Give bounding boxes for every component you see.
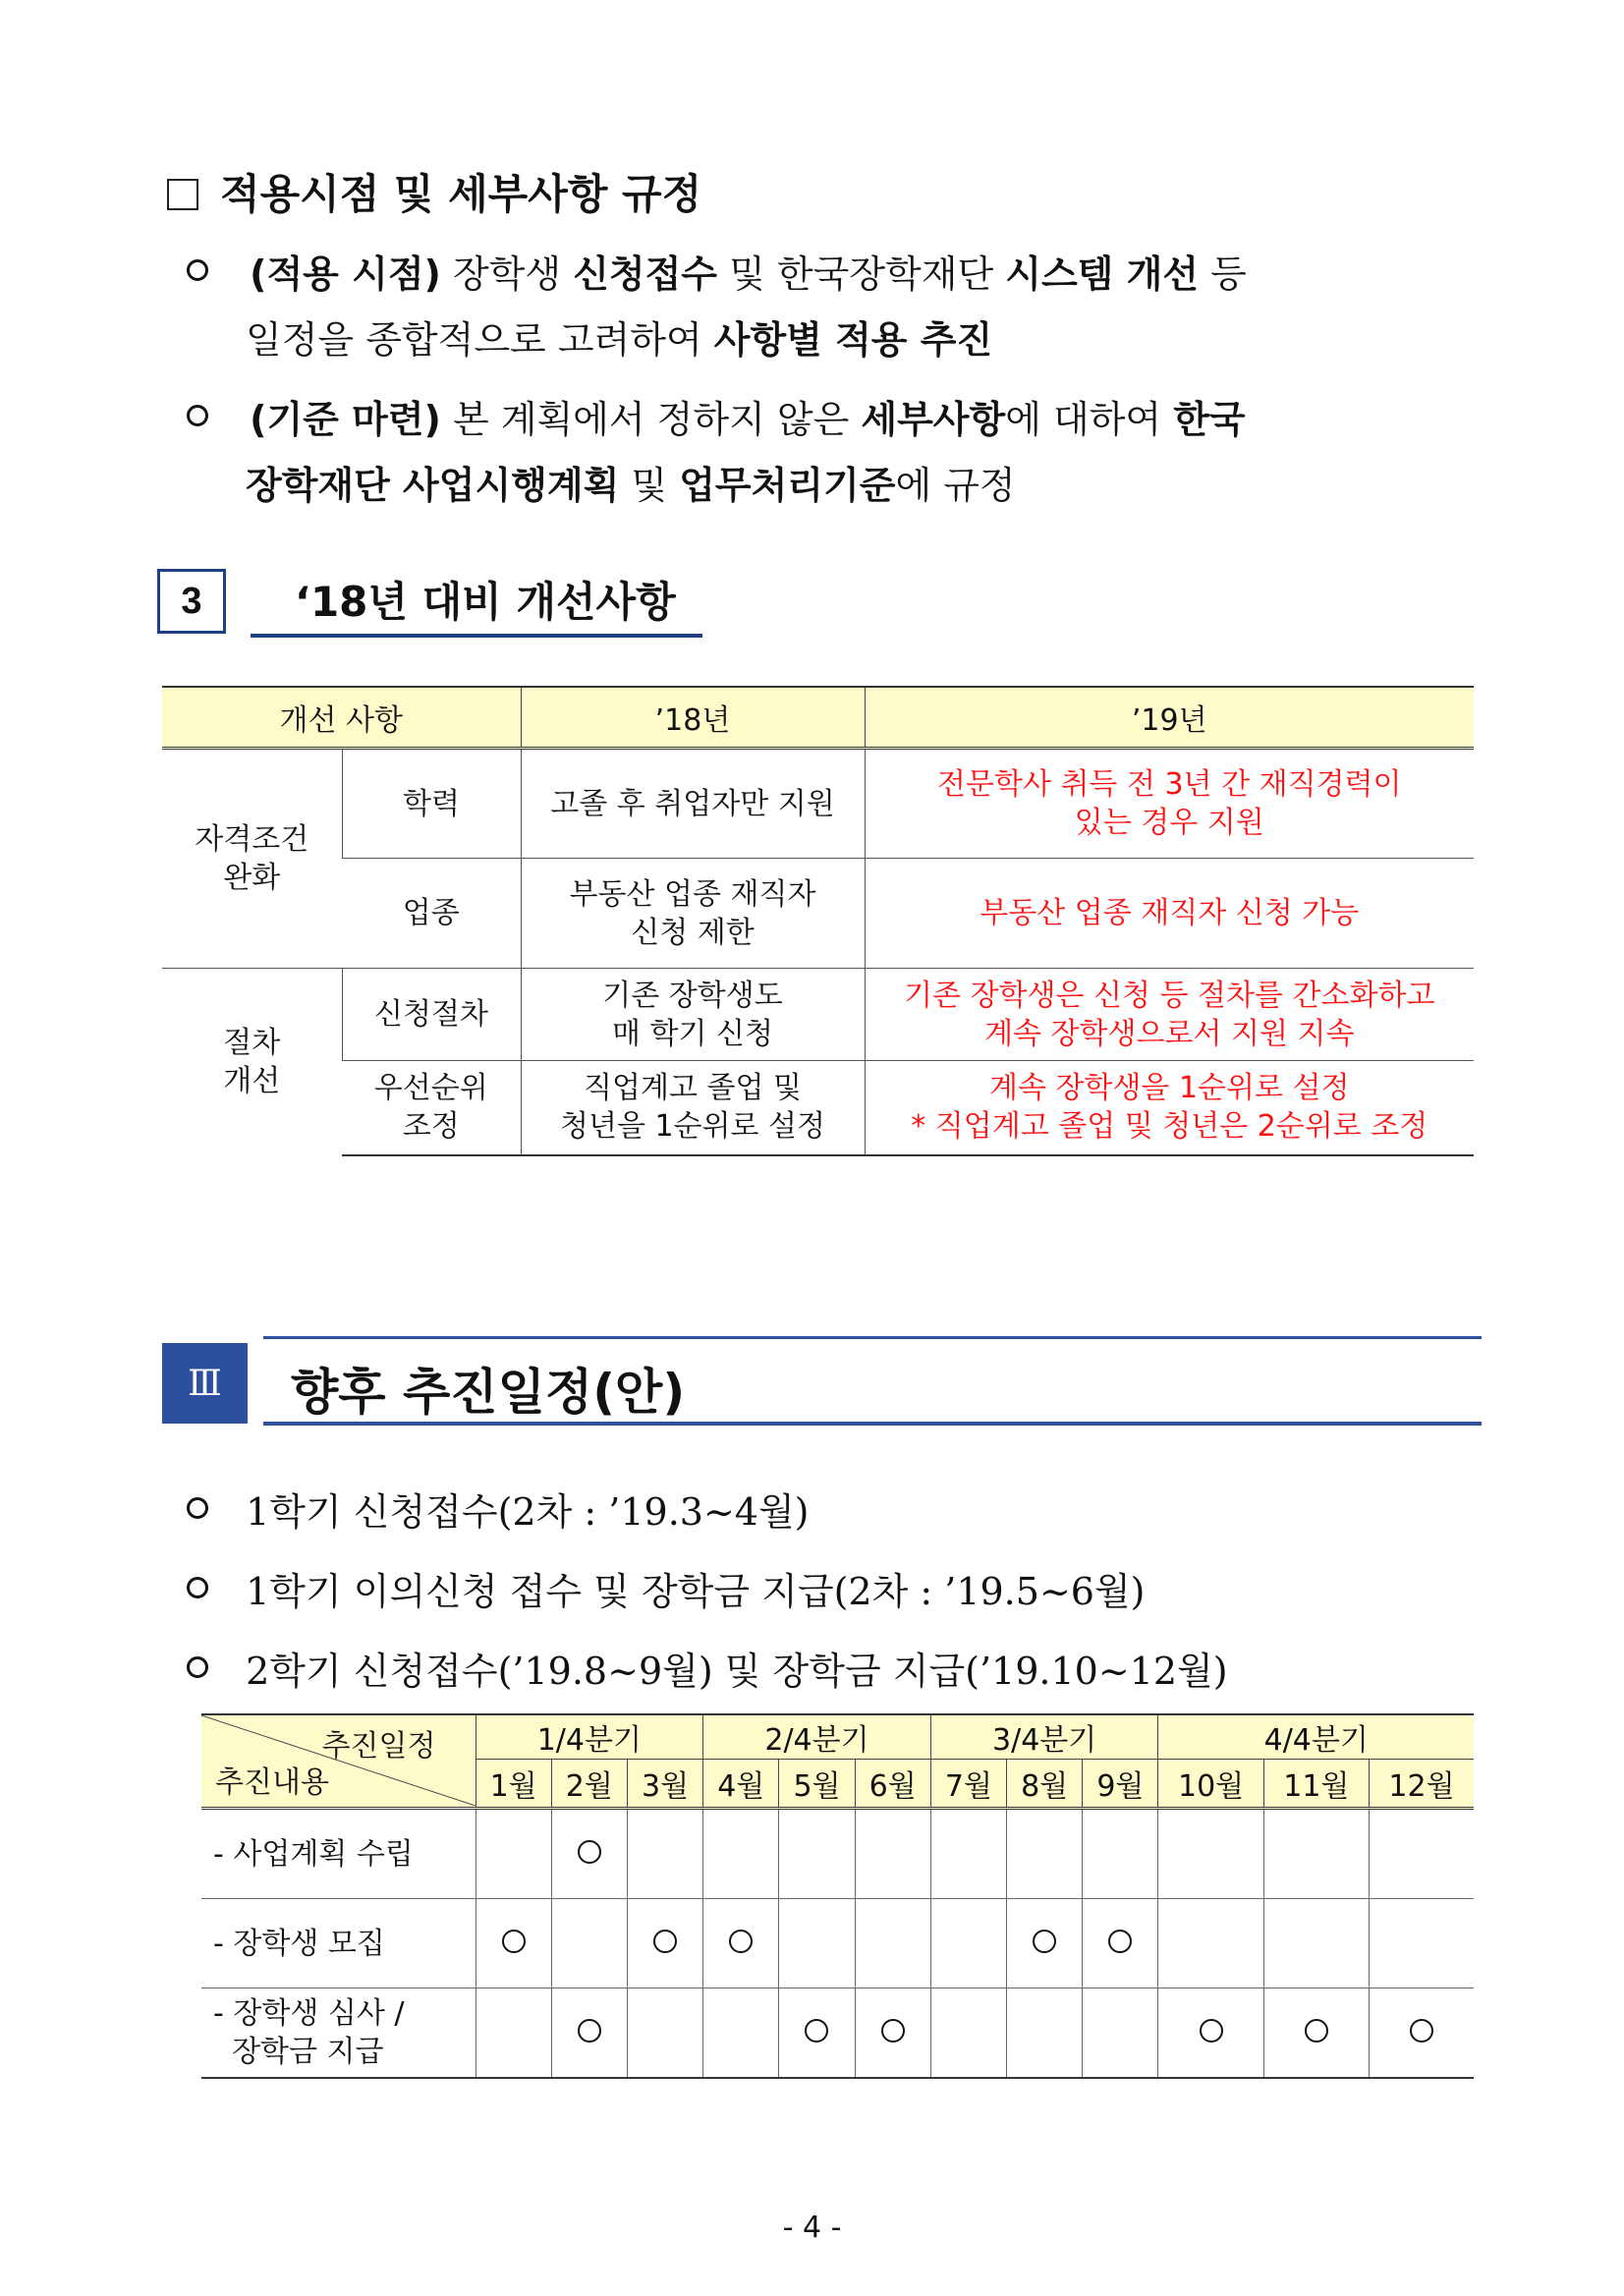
checkbox-square-icon — [167, 179, 198, 210]
page-number: - 4 - — [782, 2211, 842, 2245]
bullet-item-apply-timing: (적용 시점) 장학생 신청접수 및 한국장학재단 시스템 개선 등 — [187, 244, 1247, 298]
section-heading-improvements: ‘18년 대비 개선사항 — [295, 578, 676, 626]
heading-underline — [251, 634, 702, 638]
month-header: 9월 — [1083, 1760, 1158, 1809]
improvements-table — [162, 686, 1474, 1156]
month-header: 4월 — [703, 1760, 779, 1809]
section-title-apply: 적용시점 및 세부사항 규정 — [167, 162, 701, 221]
row-2019: 계속 장학생을 1순위로 설정 * 직업계고 졸업 및 청년은 2순위로 조정 — [865, 1061, 1474, 1155]
schedule-cell — [1263, 1809, 1369, 1899]
bullet-circle-icon — [187, 1656, 208, 1678]
bullet-item-apply-timing-cont: 일정을 종합적으로 고려하여 사항별 적용 추진 — [246, 318, 993, 362]
schedule-task: - 사업계획 수립 — [201, 1809, 476, 1899]
month-header: 7월 — [930, 1760, 1006, 1809]
schedule-table — [201, 1713, 1474, 2079]
bullet-circle-icon — [187, 405, 208, 426]
bullet-circle-icon — [187, 1577, 208, 1598]
month-header: 10월 — [1158, 1760, 1263, 1809]
month-header: 12월 — [1369, 1760, 1474, 1809]
row-item: 우선순위 조정 — [342, 1061, 521, 1155]
row-2019: 전문학사 취득 전 3년 간 재직경력이 있는 경우 지원 — [865, 749, 1474, 859]
schedule-cell — [779, 1899, 855, 1988]
row-2018: 기존 장학생도 매 학기 신청 — [521, 969, 865, 1061]
schedule-cell — [551, 1988, 627, 2079]
scheduled-circle-icon — [805, 2019, 828, 2043]
month-header: 1월 — [476, 1760, 551, 1809]
bullet-circle-icon — [187, 259, 208, 281]
scheduled-circle-icon — [1108, 1930, 1132, 1953]
schedule-cell — [1007, 1899, 1083, 1988]
schedule-cell — [1263, 1988, 1369, 2079]
month-header: 2월 — [551, 1760, 627, 1809]
row-item: 업종 — [342, 859, 521, 969]
row-2019: 기존 장학생은 신청 등 절차를 간소화하고 계속 장학생으로서 지원 지속 — [865, 969, 1474, 1061]
schedule-cell — [1083, 1809, 1158, 1899]
schedule-cell — [1007, 1809, 1083, 1899]
header-2018: ’18년 — [521, 687, 865, 749]
schedule-cell — [930, 1809, 1006, 1899]
quarter-header: 1/4분기 — [476, 1714, 703, 1760]
schedule-cell — [1158, 1809, 1263, 1899]
schedule-cell — [1083, 1988, 1158, 2079]
schedule-cell — [855, 1988, 930, 2079]
schedule-cell — [476, 1809, 551, 1899]
table-row — [162, 969, 1474, 1061]
row-2018: 고졸 후 취업자만 지원 — [521, 749, 865, 859]
quarter-header: 2/4분기 — [703, 1714, 931, 1760]
scheduled-circle-icon — [881, 2019, 905, 2043]
section-number-box: 3 — [157, 569, 226, 634]
schedule-item: 1학기 신청접수(2차 : ’19.3~4월) — [187, 1482, 810, 1536]
quarter-header: 3/4분기 — [930, 1714, 1158, 1760]
schedule-item: 2학기 신청접수(’19.8~9월) 및 장학금 지급(’19.10~12월) — [187, 1641, 1228, 1695]
schedule-cell — [551, 1809, 627, 1899]
schedule-cell — [779, 1809, 855, 1899]
row-2018: 부동산 업종 재직자 신청 제한 — [521, 859, 865, 969]
scheduled-circle-icon — [578, 2019, 601, 2043]
scheduled-circle-icon — [653, 1930, 677, 1953]
schedule-cell — [627, 1809, 702, 1899]
scheduled-circle-icon — [1033, 1930, 1056, 1953]
schedule-cell — [703, 1899, 779, 1988]
schedule-cell — [1158, 1899, 1263, 1988]
schedule-cell — [703, 1809, 779, 1899]
schedule-cell — [627, 1988, 702, 2079]
schedule-task: - 장학생 모집 — [201, 1899, 476, 1988]
schedule-row — [201, 1899, 1474, 1988]
schedule-cell — [779, 1988, 855, 2079]
schedule-cell — [930, 1988, 1006, 2079]
schedule-cell — [930, 1899, 1006, 1988]
row-item: 학력 — [342, 749, 521, 859]
schedule-row — [201, 1988, 1474, 2079]
header-item: 개선 사항 — [162, 687, 521, 749]
bullet-item-criteria: (기준 마련) 본 계획에서 정하지 않은 세부사항에 대하여 한국 — [187, 389, 1246, 443]
group-label-qualification: 자격조건 완화 — [162, 749, 342, 969]
schedule-cell — [855, 1899, 930, 1988]
schedule-item: 1학기 이의신청 접수 및 장학금 지급(2차 : ’19.5~6월) — [187, 1561, 1146, 1615]
scheduled-circle-icon — [1200, 2019, 1223, 2043]
scheduled-circle-icon — [1305, 2019, 1328, 2043]
schedule-row — [201, 1809, 1474, 1899]
scheduled-circle-icon — [1410, 2019, 1433, 2043]
scheduled-circle-icon — [578, 1840, 601, 1864]
row-2018: 직업계고 졸업 및 청년을 1순위로 설정 — [521, 1061, 865, 1155]
bullet-circle-icon — [187, 1497, 208, 1519]
corner-top-label: 추진일정 — [321, 1729, 436, 1764]
table-row — [162, 859, 1474, 969]
schedule-cell — [476, 1988, 551, 2079]
bullet-item-criteria-cont: 장학재단 사업시행계획 및 업무처리기준에 규정 — [246, 464, 1016, 507]
roman-numeral-box: Ⅲ — [162, 1343, 248, 1424]
row-item: 신청절차 — [342, 969, 521, 1061]
schedule-cell — [1369, 1899, 1474, 1988]
section-bottom-rule — [263, 1422, 1482, 1426]
month-header: 3월 — [627, 1760, 702, 1809]
month-header: 6월 — [855, 1760, 930, 1809]
scheduled-circle-icon — [729, 1930, 753, 1953]
table-row — [162, 749, 1474, 859]
corner-bottom-label: 추진내용 — [215, 1765, 329, 1800]
schedule-cell — [1369, 1988, 1474, 2079]
schedule-cell — [551, 1899, 627, 1988]
section-top-rule — [263, 1336, 1482, 1339]
section-title-schedule: 향후 추진일정(안) — [291, 1364, 686, 1421]
row-2019: 부동산 업종 재직자 신청 가능 — [865, 859, 1474, 969]
table-row — [162, 1061, 1474, 1155]
schedule-cell — [1007, 1988, 1083, 2079]
schedule-corner-cell — [201, 1714, 476, 1809]
schedule-cell — [1369, 1809, 1474, 1899]
scheduled-circle-icon — [502, 1930, 526, 1953]
schedule-task: - 장학생 심사 / 장학금 지급 — [201, 1988, 476, 2079]
quarter-row — [201, 1714, 1474, 1760]
quarter-header: 4/4분기 — [1158, 1714, 1474, 1760]
group-label-procedure: 절차 개선 — [162, 969, 342, 1155]
schedule-cell — [1158, 1988, 1263, 2079]
schedule-cell — [1263, 1899, 1369, 1988]
header-2019: ’19년 — [865, 687, 1474, 749]
schedule-cell — [1083, 1899, 1158, 1988]
schedule-cell — [855, 1809, 930, 1899]
table-header-row — [162, 687, 1474, 749]
schedule-cell — [627, 1899, 702, 1988]
schedule-cell — [703, 1988, 779, 2079]
schedule-cell — [476, 1899, 551, 1988]
month-header: 11월 — [1263, 1760, 1369, 1809]
month-header: 5월 — [779, 1760, 855, 1809]
month-header: 8월 — [1007, 1760, 1083, 1809]
